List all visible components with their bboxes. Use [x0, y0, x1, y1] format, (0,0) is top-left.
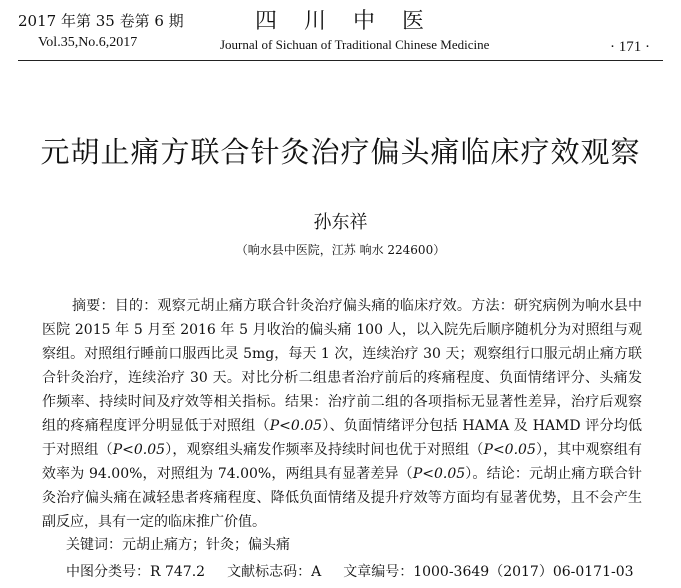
abstract-label: 摘要： — [72, 298, 115, 314]
abstract-text-5: ）。结论：元胡止痛方联合针灸治疗偏头痛在减轻患者疼痛程度、降低负面情绪及提升疗效等方面均有显著优势，且不会产生副反应，具有一定的临床推广价值。 — [42, 466, 642, 530]
page-number: · 171 · — [610, 39, 650, 55]
p-value: P<0.05 — [412, 466, 466, 482]
abstract-text-1: 目的：观察元胡止痛方联合针灸治疗偏头痛的临床疗效。方法：研究病例为响水县中医院 2015 年 5 月至 2016 年 5 月收治的偏头痛 100 人，以入院先后顺序随机分为对照组与观察组。对照组行睡前口服西比灵 5mg，每天 1 次，连续治疗 30 天；观察组行口服元胡止痛方联合针灸治疗，连续治疗 30 天。对比分析二组患者治疗前后的疼痛程度、负面情绪评分、头痛发作频率、持续时间及疗效等相关指标。结果：治疗前二组的各项指标无显著性差异，治疗后观察组的疼痛程度评分明显低于对照组（ — [42, 298, 643, 434]
article-meta — [66, 561, 656, 581]
header-rule — [18, 60, 663, 61]
p-value: P<0.05 — [269, 418, 323, 434]
abstract-text-4: ），其中观察组有效率为 94.00%，对照组为 74.00%，两组具有显著差异（ — [42, 442, 643, 482]
article-id: 文章编号：1000-3649（2017）06-0171-03 — [343, 564, 634, 580]
abstract-text-2: ）、负面情绪评分包括 HAMA 及 HAMD 评分均低于对照组（ — [42, 418, 642, 458]
article-author: 孙东祥 — [313, 212, 368, 233]
author-affiliation: （响水县中医院，江苏 响水 224600） — [235, 243, 446, 257]
journal-name-en: Journal of Sichuan of Traditional Chinese Medicine — [220, 37, 490, 52]
keywords — [66, 534, 290, 554]
p-value: P<0.05 — [483, 442, 536, 458]
issue-en: Vol.35,No.6,2017 — [38, 35, 138, 50]
abstract-text-3: ），观察组头痛发作频率及持续时间也优于对照组（ — [165, 442, 484, 458]
issue-cn: 2017 年第 35 卷第 6 期 — [18, 12, 184, 30]
journal-name-cn: 四 川 中 医 — [255, 9, 434, 34]
keywords-text: 元胡止痛方；针灸；偏头痛 — [122, 537, 290, 553]
clc-number: 中图分类号：R 747.2 — [66, 564, 206, 580]
p-value: P<0.05 — [112, 442, 166, 458]
article-title: 元胡止痛方联合针灸治疗偏头痛临床疗效观察 — [40, 135, 641, 169]
abstract — [42, 294, 642, 534]
keywords-label: 关键词： — [66, 537, 122, 553]
document-code: 文献标志码：A — [227, 564, 322, 580]
